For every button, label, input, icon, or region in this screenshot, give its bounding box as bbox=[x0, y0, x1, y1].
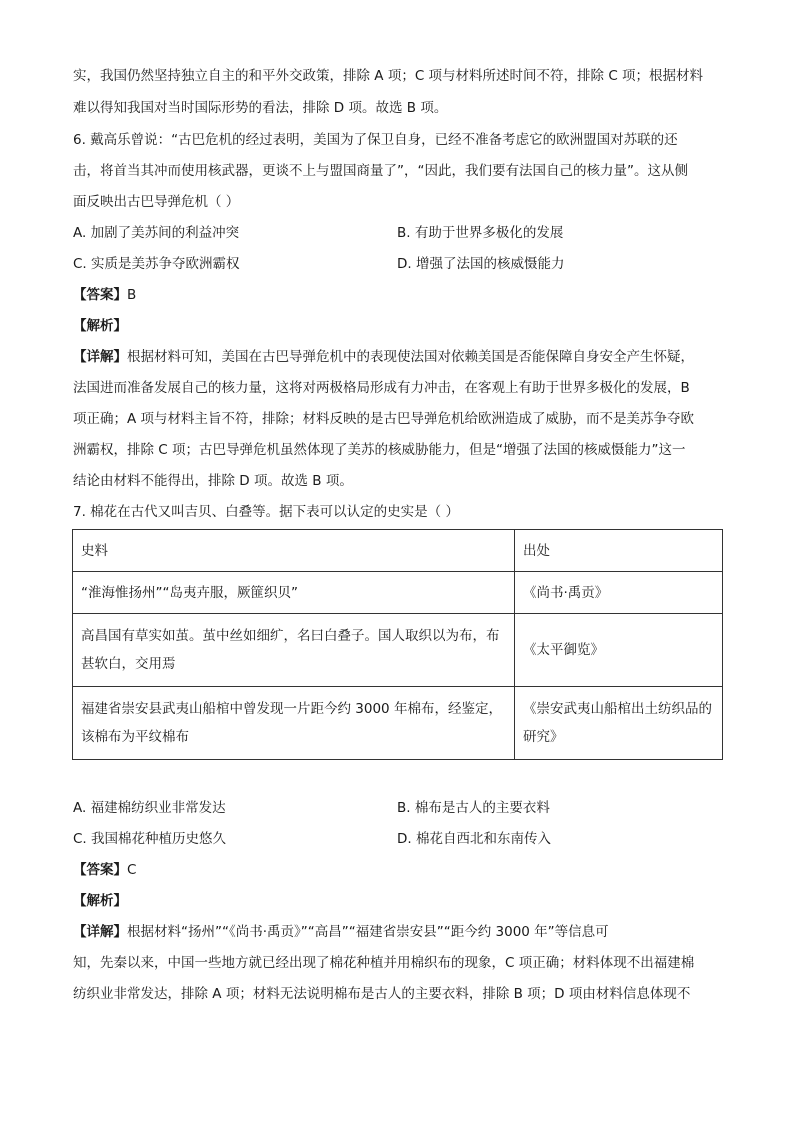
prev-analysis-line-1: 实，我国仍然坚持独立自主的和平外交政策，排除 A 项；C 项与材料所述时间不符，排除 C 项；根据材料 bbox=[73, 68, 704, 84]
q6-detail-line-3: 项正确；A 项与材料主旨不符，排除；材料反映的是古巴导弹危机给欧洲造成了威胁，而不是美苏争夺欧 bbox=[73, 411, 695, 427]
table-cell-source: “淮海惟扬州”“岛夷卉服，厥篚织贝” bbox=[73, 572, 515, 614]
table-cell-source: 福建省崇安县武夷山船棺中曾发现一片距今约 3000 年棉布，经鉴定，该棉布为平纹棉布 bbox=[73, 687, 515, 760]
q6-stem-line-3: 面反映出古巴导弹危机（ ） bbox=[73, 194, 240, 210]
q6-answer-value: B bbox=[127, 287, 137, 303]
q7-option-b: B. 棉布是古人的主要衣料 bbox=[397, 800, 550, 816]
q7-option-c: C. 我国棉花种植历史悠久 bbox=[73, 831, 227, 847]
q6-detail-line-5: 结论由材料不能得出，排除 D 项。故选 B 项。 bbox=[73, 473, 353, 489]
q7-option-d: D. 棉花自西北和东南传入 bbox=[397, 831, 551, 847]
table-header-row bbox=[73, 530, 723, 572]
q7-option-a: A. 福建棉纺织业非常发达 bbox=[73, 800, 226, 816]
q7-stem: 7. 棉花在古代又叫吉贝、白叠等。据下表可以认定的史实是（ ） bbox=[73, 504, 459, 520]
q7-detail-tag: 【详解】 bbox=[73, 924, 127, 940]
q6-answer bbox=[73, 285, 136, 305]
q7-answer bbox=[73, 860, 136, 880]
prev-analysis-line-2: 难以得知我国对当时国际形势的看法，排除 D 项。故选 B 项。 bbox=[73, 100, 448, 116]
q6-stem-line-1: 6. 戴高乐曾说：“古巴危机的经过表明，美国为了保卫自身，已经不准备考虑它的欧洲盟国对苏联的还 bbox=[73, 132, 678, 148]
q7-detail-line-1 bbox=[73, 922, 609, 942]
q6-detail-line-1 bbox=[73, 347, 694, 367]
q6-answer-tag: 【答案】 bbox=[73, 287, 127, 303]
q6-detail-line-2: 法国进而准备发展自己的核力量，这将对两极格局形成有力冲击，在客观上有助于世界多极化的发展，B bbox=[73, 380, 690, 396]
q7-answer-value: C bbox=[127, 862, 137, 878]
q6-option-d: D. 增强了法国的核威慑能力 bbox=[397, 256, 565, 272]
table-header-origin: 出处 bbox=[515, 530, 723, 572]
q6-option-a: A. 加剧了美苏间的利益冲突 bbox=[73, 225, 240, 241]
q7-source-table bbox=[72, 529, 723, 760]
q6-option-c: C. 实质是美苏争夺欧洲霸权 bbox=[73, 256, 240, 272]
q7-detail-line-3: 纺织业非常发达，排除 A 项；材料无法说明棉布是古人的主要衣料，排除 B 项；D 项由材料信息体现不 bbox=[73, 986, 691, 1002]
table-cell-origin: 《崇安武夷山船棺出土纺织品的研究》 bbox=[515, 687, 723, 760]
q6-analysis-tag: 【解析】 bbox=[73, 318, 127, 334]
table-header-source: 史料 bbox=[73, 530, 515, 572]
q6-detail-tag: 【详解】 bbox=[73, 349, 127, 365]
q7-analysis-tag: 【解析】 bbox=[73, 893, 127, 909]
q6-detail-line-4: 洲霸权，排除 C 项；古巴导弹危机虽然体现了美苏的核威胁能力，但是“增强了法国的核威慑能力”这一 bbox=[73, 442, 686, 458]
table-cell-source: 高昌国有草实如茧。茧中丝如细纩，名曰白叠子。国人取织以为布，布甚软白，交用焉 bbox=[73, 614, 515, 687]
q7-answer-tag: 【答案】 bbox=[73, 862, 127, 878]
table-row bbox=[73, 687, 723, 760]
table-cell-origin: 《太平御览》 bbox=[515, 614, 723, 687]
q6-option-b: B. 有助于世界多极化的发展 bbox=[397, 225, 564, 241]
q7-detail-text-1: 根据材料“扬州”“《尚书·禹贡》”“高昌”“福建省崇安县”“距今约 3000 年”等信息可 bbox=[127, 924, 609, 940]
table-row bbox=[73, 614, 723, 687]
table-cell-origin: 《尚书·禹贡》 bbox=[515, 572, 723, 614]
q6-stem-line-2: 击，将首当其冲而使用核武器，更谈不上与盟国商量了”，“因此，我们要有法国自己的核力量”。这从侧 bbox=[73, 163, 688, 179]
q6-detail-text-1: 根据材料可知，美国在古巴导弹危机中的表现使法国对依赖美国是否能保障自身安全产生怀疑， bbox=[127, 349, 694, 365]
q7-detail-line-2: 知，先秦以来，中国一些地方就已经出现了棉花种植并用棉织布的现象，C 项正确；材料体现不出福建棉 bbox=[73, 955, 695, 971]
table-row bbox=[73, 572, 723, 614]
